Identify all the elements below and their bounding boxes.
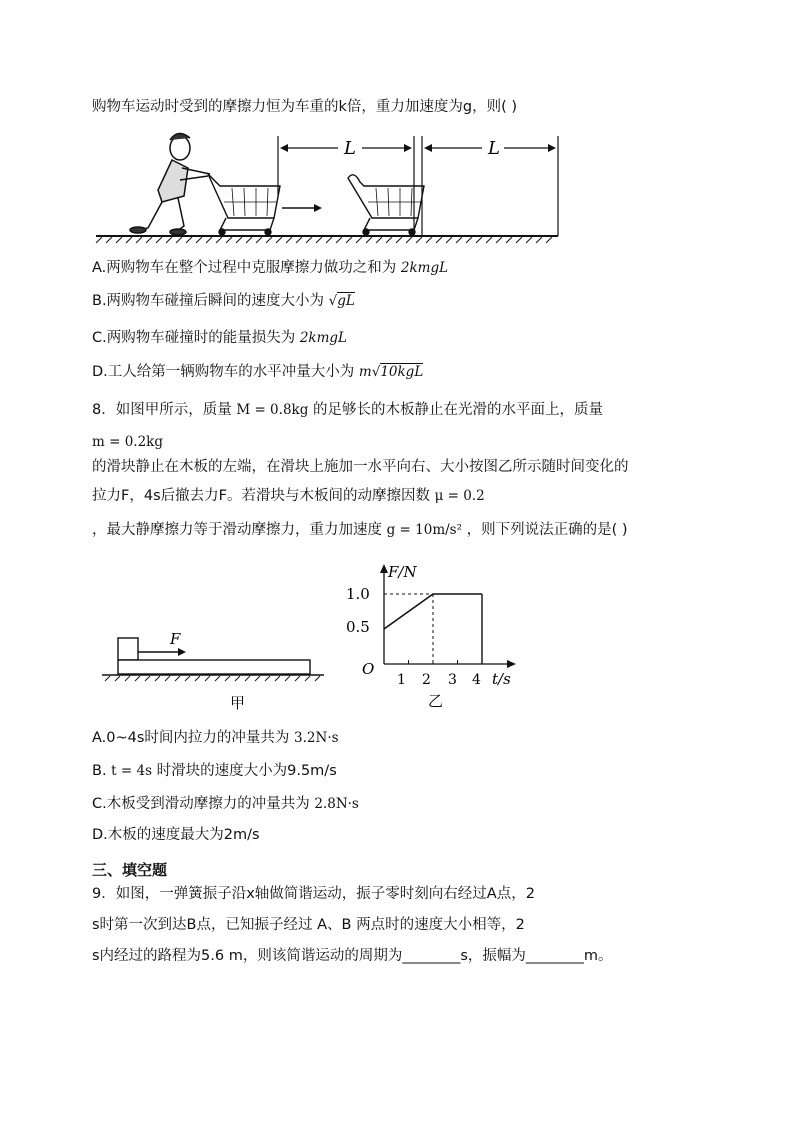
force-label-F: F	[170, 630, 181, 648]
y-tick-1-0: 1.0	[346, 585, 370, 603]
section-heading: 三、填空题	[92, 861, 168, 879]
q7-option-a	[92, 258, 448, 278]
q7-option-d	[92, 362, 423, 382]
label-L-2: L	[488, 138, 500, 159]
caption-jia: 甲	[230, 694, 246, 712]
sqrt-sign-icon: √	[371, 364, 381, 380]
q8-option-a-math: 3.2N·s	[294, 730, 339, 746]
q7-option-c-math: 2kmgL	[299, 330, 348, 346]
slider-block	[118, 638, 138, 660]
q9-line3-a: s内经过的路程为5.6 m，则该简谐运动的周期为	[92, 948, 403, 964]
q7-option-b-sqrt	[329, 292, 355, 309]
q8-option-c-math: 2.8N·s	[314, 796, 359, 812]
q8-option-b-math: t = 4s	[111, 763, 153, 779]
q8-option-c	[92, 794, 359, 814]
q9-line-2: s时第一次到达B点，已知振子经过 A、B 两点时的速度大小相等，2	[92, 917, 525, 933]
q8-line5-prefix: ，最大静摩擦力等于滑动摩擦力，重力加速度	[92, 522, 382, 538]
q9-blank-period[interactable]: ________	[402, 948, 461, 964]
y-axis-label: F/N	[388, 563, 417, 581]
board	[118, 660, 310, 674]
q7-option-b	[92, 291, 355, 311]
q8-line5-suffix: ，则下列说法正确的是( )	[466, 522, 628, 538]
q7-option-d-sqrt	[359, 363, 423, 380]
q9-blank-amplitude[interactable]: ________	[525, 948, 584, 964]
x-tick-2: 2	[422, 672, 431, 688]
x-tick-3: 3	[448, 672, 457, 688]
q8-figure-jia	[100, 628, 330, 712]
sqrt-sign-icon: √	[328, 293, 338, 309]
q8-option-b-suffix: 时滑块的速度大小为9.5m/s	[156, 763, 337, 779]
q7-option-d-math: 10kgL	[380, 364, 424, 380]
force-series-line	[384, 594, 482, 629]
q8-chart-yi	[340, 560, 530, 712]
y-axis-arrow-icon	[380, 564, 388, 573]
q7-option-a-text: A.两购物车在整个过程中克服摩擦力做功之和为	[92, 260, 397, 276]
y-tick-0-5: 0.5	[346, 618, 370, 636]
x-axis-arrow-icon	[507, 660, 516, 668]
q8-option-a	[92, 728, 339, 748]
worker-person	[130, 133, 210, 235]
origin-label: O	[362, 660, 375, 678]
q8-gravity: g = 10m/s²	[386, 522, 463, 538]
q8-mass-m: m = 0.2kg	[92, 434, 163, 450]
label-L-1: L	[344, 138, 356, 159]
q7-option-a-math: 2kmgL	[400, 260, 449, 276]
cart-1	[208, 174, 280, 235]
q7-option-d-m: m	[358, 364, 372, 380]
q8-line1-suffix: 的足够长的木板静止在光滑的水平面上，质量	[312, 402, 603, 418]
q9-line3-b: s，振幅为	[460, 948, 526, 964]
cart-2	[348, 175, 424, 235]
q7-cart-figure	[92, 126, 572, 244]
q8-option-a-text: A.0~4s时间内拉力的冲量共为	[92, 730, 290, 746]
q8-line-4	[92, 486, 485, 506]
q8-line-5	[92, 520, 628, 540]
q9-line-3	[92, 946, 613, 966]
q8-line1-prefix: 8．如图甲所示，质量	[92, 402, 232, 418]
q7-option-c	[92, 328, 347, 348]
q8-option-b-prefix: B.	[92, 763, 107, 779]
q8-option-b	[92, 761, 337, 781]
q7-option-b-text: B.两购物车碰撞后瞬间的速度大小为	[92, 293, 325, 309]
x-tick-4: 4	[472, 672, 481, 688]
q8-line4-prefix: 拉力F，4s后撤去力F。若滑块与木板间的动摩擦因数	[92, 488, 430, 504]
q8-line-3: 的滑块静止在木板的左端，在滑块上施加一水平向右、大小按图乙所示随时间变化的	[92, 459, 629, 475]
q7-option-c-text: C.两购物车碰撞时的能量损失为	[92, 330, 296, 346]
q8-mass-M: M = 0.8kg	[236, 402, 309, 418]
x-tick-1: 1	[397, 672, 406, 688]
q9-line3-c: m。	[583, 948, 613, 964]
q8-line-2	[92, 432, 163, 452]
caption-yi: 乙	[428, 692, 444, 710]
q7-option-b-math: gL	[337, 293, 355, 309]
q8-line-1	[92, 400, 603, 420]
q7-stem: 购物车运动时受到的摩擦力恒为车重的k倍，重力加速度为g，则( )	[92, 99, 518, 115]
q8-mu: μ = 0.2	[434, 488, 485, 504]
x-axis-label: t/s	[492, 670, 511, 688]
q8-option-d: D.木板的速度最大为2m/s	[92, 827, 260, 843]
q7-option-d-text: D.工人给第一辆购物车的水平冲量大小为	[92, 364, 355, 380]
q9-line-1: 9．如图，一弹簧振子沿x轴做简谐运动，振子零时刻向右经过A点，2	[92, 886, 535, 902]
q8-option-c-text: C.木板受到滑动摩擦力的冲量共为	[92, 796, 310, 812]
